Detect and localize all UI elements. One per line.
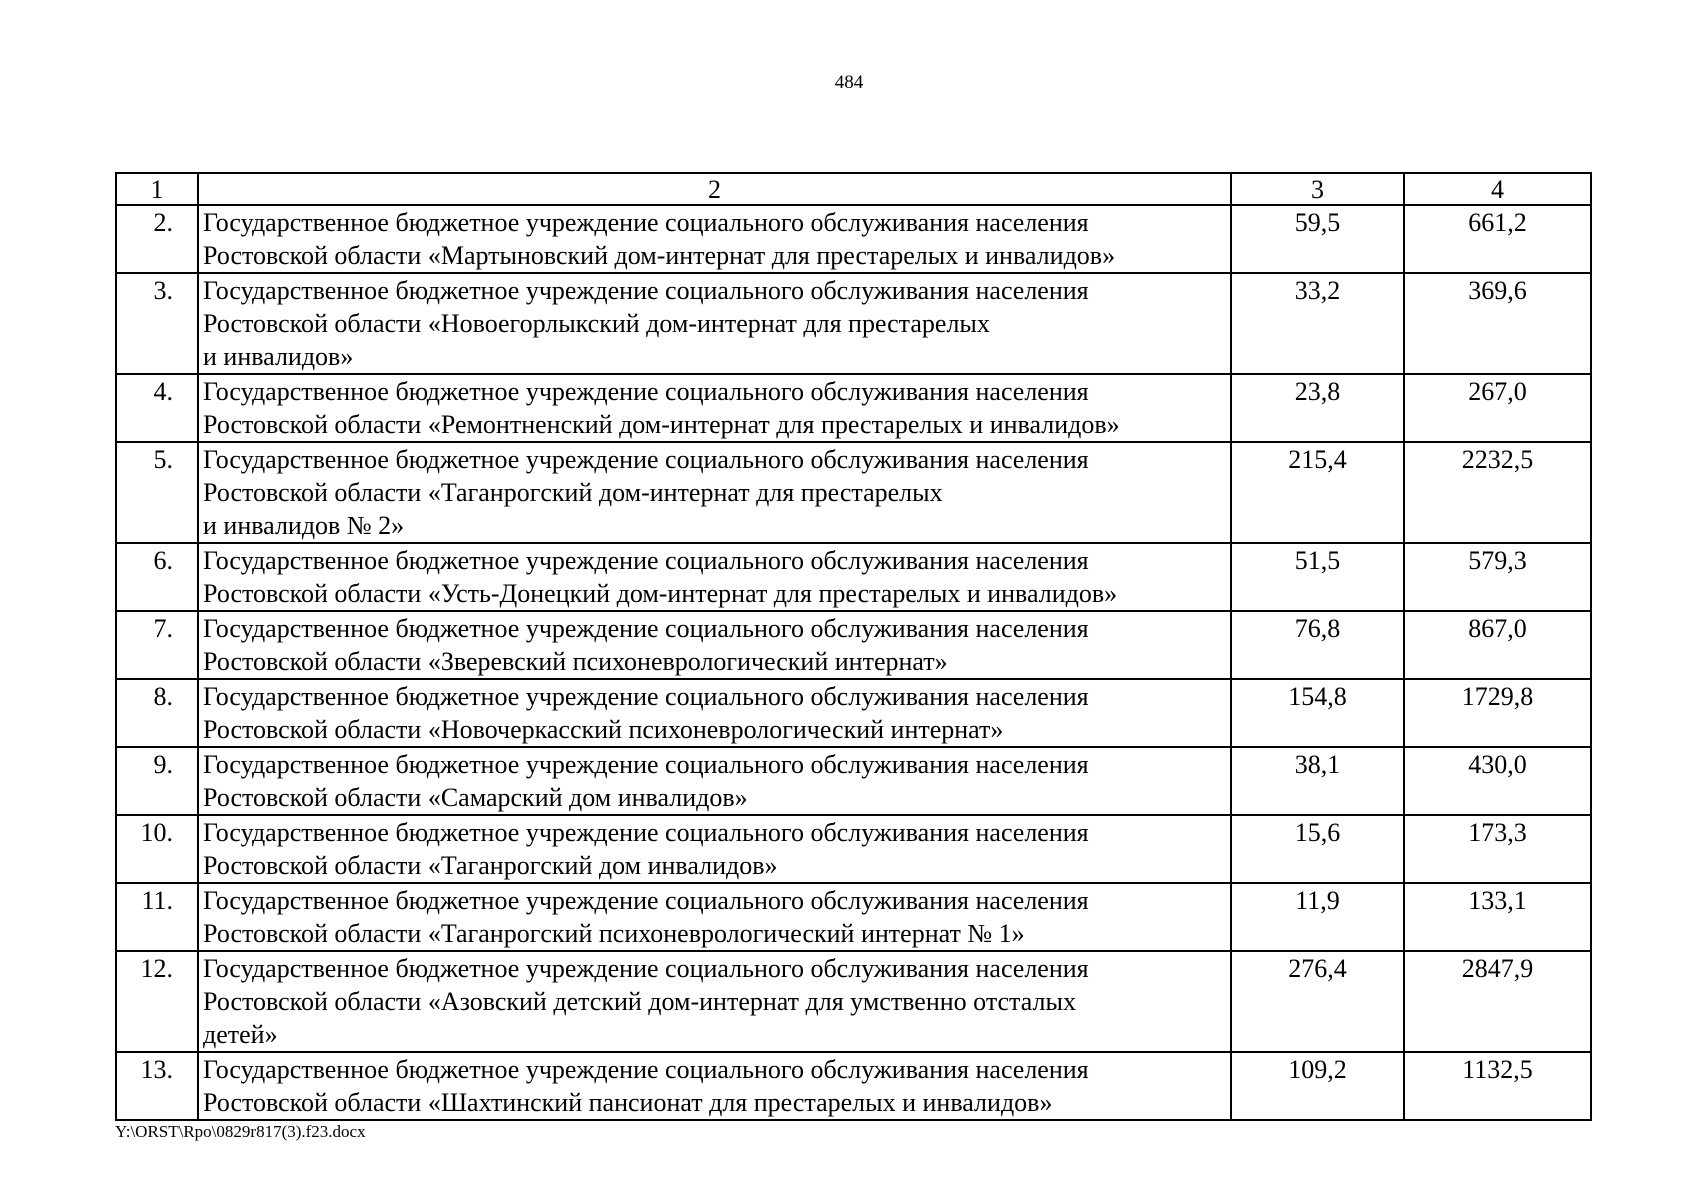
table-row bbox=[116, 273, 1591, 374]
row-number-cell: 10. bbox=[116, 815, 198, 883]
institution-name-cell: Государственное бюджетное учреждение социального обслуживания населения Ростовской области «Шахтинский пансионат для престарелых и инвалидов» bbox=[198, 1052, 1231, 1120]
institution-name-cell: Государственное бюджетное учреждение социального обслуживания населения Ростовской области «Новочеркасский психоневрологический интернат» bbox=[198, 679, 1231, 747]
table-row bbox=[116, 205, 1591, 273]
institution-name-cell: Государственное бюджетное учреждение социального обслуживания населения Ростовской области «Самарский дом инвалидов» bbox=[198, 747, 1231, 815]
institution-name-cell: Государственное бюджетное учреждение социального обслуживания населения Ростовской области «Мартыновский дом-интернат для престарелых и инвалидов» bbox=[198, 205, 1231, 273]
column-3-value-cell: 15,6 bbox=[1231, 815, 1404, 883]
table-row bbox=[116, 747, 1591, 815]
table-row bbox=[116, 815, 1591, 883]
table-row bbox=[116, 951, 1591, 1052]
column-3-value-cell: 51,5 bbox=[1231, 543, 1404, 611]
column-4-value-cell: 173,3 bbox=[1404, 815, 1591, 883]
column-4-value-cell: 430,0 bbox=[1404, 747, 1591, 815]
table-row bbox=[116, 374, 1591, 442]
institution-name-cell: Государственное бюджетное учреждение социального обслуживания населения Ростовской области «Зверевский психоневрологический интернат» bbox=[198, 611, 1231, 679]
footer-file-path: Y:\ORST\Rpo\0829r817(3).f23.docx bbox=[115, 1122, 366, 1141]
column-4-value-cell: 2847,9 bbox=[1404, 951, 1591, 1052]
row-number-cell: 2. bbox=[116, 205, 198, 273]
header-cell-4: 4 bbox=[1404, 173, 1591, 205]
column-3-value-cell: 59,5 bbox=[1231, 205, 1404, 273]
table-row bbox=[116, 883, 1591, 951]
column-3-value-cell: 109,2 bbox=[1231, 1052, 1404, 1120]
column-4-value-cell: 369,6 bbox=[1404, 273, 1591, 374]
row-number-cell: 4. bbox=[116, 374, 198, 442]
row-number-cell: 9. bbox=[116, 747, 198, 815]
page-number: 484 bbox=[834, 72, 864, 93]
institution-name-cell: Государственное бюджетное учреждение социального обслуживания населения Ростовской области «Новоегорлыкский дом-интернат для престарелых и инвалидов» bbox=[198, 273, 1231, 374]
row-number-cell: 11. bbox=[116, 883, 198, 951]
row-number-cell: 3. bbox=[116, 273, 198, 374]
header-cell-1: 1 bbox=[116, 173, 198, 205]
column-4-value-cell: 2232,5 bbox=[1404, 442, 1591, 543]
column-3-value-cell: 33,2 bbox=[1231, 273, 1404, 374]
column-3-value-cell: 215,4 bbox=[1231, 442, 1404, 543]
table-row bbox=[116, 1052, 1591, 1120]
column-3-value-cell: 154,8 bbox=[1231, 679, 1404, 747]
column-4-value-cell: 133,1 bbox=[1404, 883, 1591, 951]
column-4-value-cell: 1132,5 bbox=[1404, 1052, 1591, 1120]
row-number-cell: 7. bbox=[116, 611, 198, 679]
institution-name-cell: Государственное бюджетное учреждение социального обслуживания населения Ростовской области «Таганрогский дом инвалидов» bbox=[198, 815, 1231, 883]
table-row bbox=[116, 611, 1591, 679]
column-3-value-cell: 76,8 bbox=[1231, 611, 1404, 679]
header-cell-3: 3 bbox=[1231, 173, 1404, 205]
institution-name-cell: Государственное бюджетное учреждение социального обслуживания населения Ростовской области «Таганрогский психоневрологический интернат № 1» bbox=[198, 883, 1231, 951]
header-cell-2: 2 bbox=[198, 173, 1231, 205]
institution-name-cell: Государственное бюджетное учреждение социального обслуживания населения Ростовской области «Азовский детский дом-интернат для умственно отсталых детей» bbox=[198, 951, 1231, 1052]
column-4-value-cell: 267,0 bbox=[1404, 374, 1591, 442]
data-table bbox=[115, 172, 1592, 1121]
column-4-value-cell: 579,3 bbox=[1404, 543, 1591, 611]
table-row bbox=[116, 543, 1591, 611]
column-4-value-cell: 661,2 bbox=[1404, 205, 1591, 273]
column-4-value-cell: 867,0 bbox=[1404, 611, 1591, 679]
row-number-cell: 6. bbox=[116, 543, 198, 611]
column-3-value-cell: 11,9 bbox=[1231, 883, 1404, 951]
institution-name-cell: Государственное бюджетное учреждение социального обслуживания населения Ростовской области «Таганрогский дом-интернат для престарелых и инвалидов № 2» bbox=[198, 442, 1231, 543]
row-number-cell: 5. bbox=[116, 442, 198, 543]
column-3-value-cell: 23,8 bbox=[1231, 374, 1404, 442]
table-row bbox=[116, 679, 1591, 747]
column-4-value-cell: 1729,8 bbox=[1404, 679, 1591, 747]
institution-name-cell: Государственное бюджетное учреждение социального обслуживания населения Ростовской области «Усть-Донецкий дом-интернат для престарелых и инвалидов» bbox=[198, 543, 1231, 611]
column-3-value-cell: 38,1 bbox=[1231, 747, 1404, 815]
table-row bbox=[116, 442, 1591, 543]
table-header-row bbox=[116, 173, 1591, 205]
institution-name-cell: Государственное бюджетное учреждение социального обслуживания населения Ростовской области «Ремонтненский дом-интернат для престарелых и инвалидов» bbox=[198, 374, 1231, 442]
row-number-cell: 13. bbox=[116, 1052, 198, 1120]
row-number-cell: 12. bbox=[116, 951, 198, 1052]
row-number-cell: 8. bbox=[116, 679, 198, 747]
column-3-value-cell: 276,4 bbox=[1231, 951, 1404, 1052]
